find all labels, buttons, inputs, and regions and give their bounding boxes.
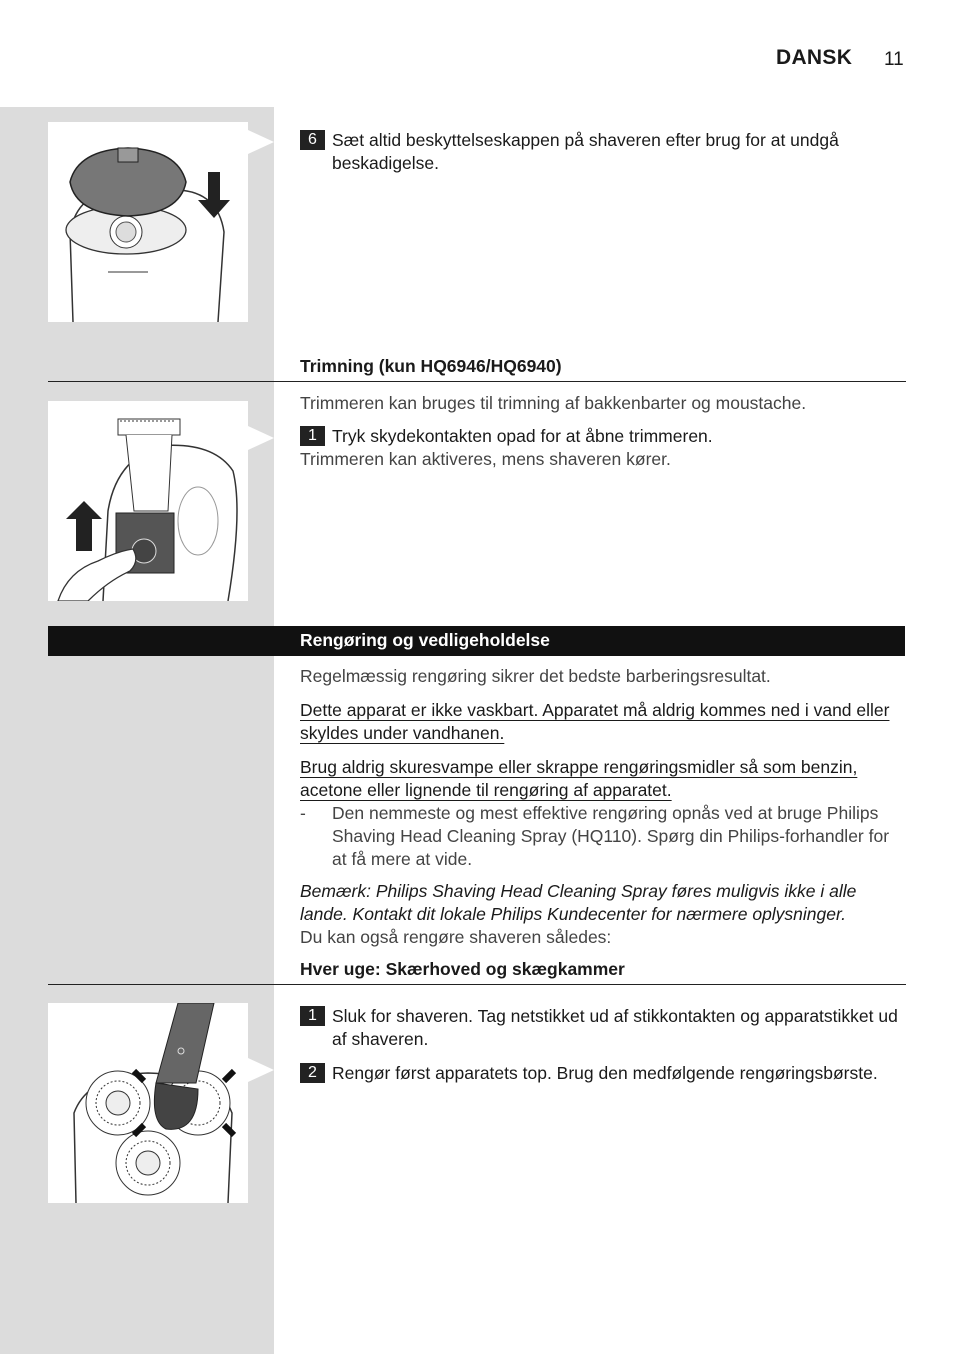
- section-rule: [48, 381, 906, 382]
- cleaning-warning-2: Brug aldrig skuresvampe eller skrappe rengøringsmidler så som benzin, acetone eller lignende til rengøring af apparatet.: [300, 757, 858, 800]
- bullet-text: Den nemmeste og mest effektive rengøring opnås ved at bruge Philips Shaving Head Cleaning Spray (HQ110). Spørg din Philips-forhandler for at få mere at vide.: [332, 803, 890, 869]
- weekly-step-1: [300, 1005, 908, 1051]
- cleaning-brush-illustration: [48, 1003, 248, 1203]
- section-heading-trimming: Trimning (kun HQ6946/HQ6940): [300, 356, 562, 376]
- illustration-pointer: [248, 1058, 274, 1082]
- section-heading-cleaning: Rengøring og vedligeholdelse: [300, 630, 550, 650]
- step-text: Tryk skydekontakten opad for at åbne trimmeren.: [332, 426, 713, 446]
- cleaning-bullet: [300, 802, 908, 871]
- trimming-after-text: Trimmeren kan aktiveres, mens shaveren kører.: [300, 449, 671, 469]
- step-6: [300, 129, 908, 175]
- weekly-step-2: [300, 1062, 908, 1085]
- illustration-pointer: [248, 426, 274, 450]
- step-text: Sluk for shaveren. Tag netstikket ud af stikkontakten og apparatstikket ud af shaveren.: [332, 1006, 898, 1049]
- cleaning-after-note: Du kan også rengøre shaveren således:: [300, 927, 612, 947]
- trimming-step-1: [300, 425, 908, 448]
- trimming-intro: Trimmeren kan bruges til trimning af bakkenbarter og moustache.: [300, 393, 807, 413]
- language-label: DANSK: [776, 46, 853, 69]
- section-banner-cleaning: [48, 626, 905, 656]
- bullet-mark: -: [300, 803, 306, 823]
- shaver-protection-cap-illustration: [48, 122, 248, 322]
- step-number: 2: [300, 1063, 325, 1083]
- step-number: 1: [300, 426, 325, 446]
- illustration-pointer: [248, 130, 274, 154]
- step-text: Rengør først apparatets top. Brug den medfølgende rengøringsbørste.: [332, 1063, 878, 1083]
- step-number: 1: [300, 1006, 325, 1026]
- section-heading-weekly: Hver uge: Skærhoved og skægkammer: [300, 959, 625, 979]
- section-rule: [48, 984, 906, 985]
- step-text: Sæt altid beskyttelseskappen på shaveren efter brug for at undgå beskadigelse.: [332, 130, 839, 173]
- step-number: 6: [300, 130, 325, 150]
- cleaning-intro: Regelmæssig rengøring sikrer det bedste barberingsresultat.: [300, 666, 771, 686]
- trimmer-open-illustration: [48, 401, 248, 601]
- cleaning-note: Bemærk: Philips Shaving Head Cleaning Spray føres muligvis ikke i alle lande. Kontakt dit lokale Philips Kundecenter for nærmere oplysninger.: [300, 881, 857, 924]
- cleaning-warning-1: Dette apparat er ikke vaskbart. Apparatet må aldrig kommes ned i vand eller skyldes under vandhanen.: [300, 700, 890, 743]
- page-number: 11: [884, 49, 904, 70]
